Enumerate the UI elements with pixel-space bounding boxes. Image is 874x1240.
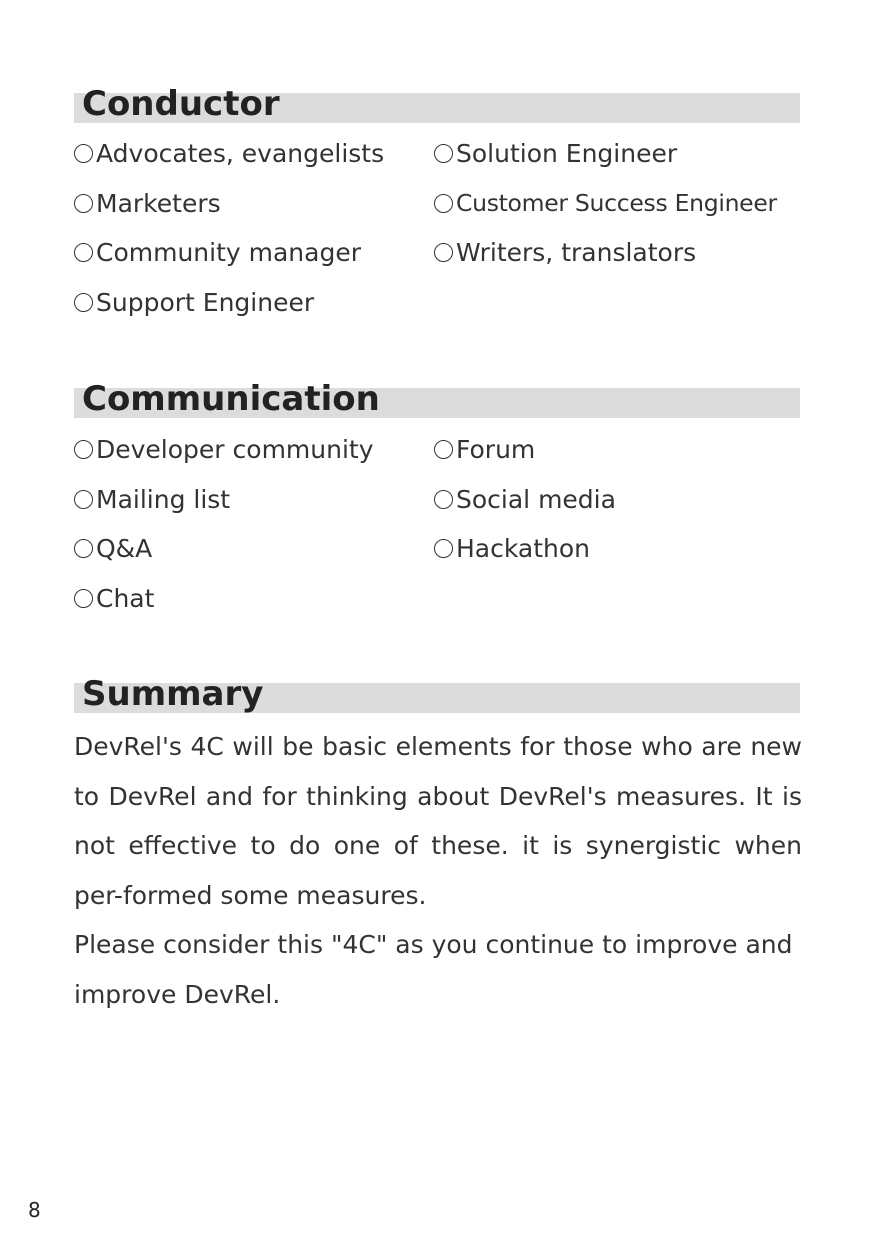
radio-circle-icon[interactable] [434, 490, 453, 509]
option-label: Community manager [96, 238, 362, 268]
option-label: Customer Success Engineer [456, 189, 777, 218]
radio-circle-icon[interactable] [74, 243, 93, 262]
list-item[interactable] [434, 425, 800, 475]
list-item[interactable] [434, 524, 800, 574]
page-number: 8 [28, 1198, 41, 1222]
communication-heading [74, 379, 800, 419]
list-item[interactable] [74, 475, 434, 525]
communication-title: Communication [82, 379, 380, 419]
option-label: Social media [456, 484, 616, 514]
list-item[interactable] [434, 475, 800, 525]
conductor-list [74, 129, 800, 327]
radio-circle-icon[interactable] [74, 194, 93, 213]
list-item[interactable] [434, 129, 800, 179]
summary-paragraph-2: Please consider this "4C" as you continue to improve and improve DevRel. [74, 930, 793, 1009]
radio-circle-icon[interactable] [74, 440, 93, 459]
option-label: Chat [96, 583, 155, 613]
option-label: Q&A [96, 534, 153, 564]
list-item[interactable] [74, 425, 434, 475]
conductor-title: Conductor [82, 84, 280, 124]
option-label: Solution Engineer [456, 139, 678, 169]
list-item[interactable] [74, 129, 434, 179]
radio-circle-icon[interactable] [74, 490, 93, 509]
option-label: Writers, translators [456, 238, 697, 268]
list-item[interactable] [434, 179, 800, 229]
list-item[interactable] [74, 524, 434, 574]
summary-heading [74, 674, 800, 714]
option-label: Mailing list [96, 484, 231, 514]
option-label: Developer community [96, 435, 374, 465]
option-label: Hackathon [456, 534, 591, 564]
list-item[interactable] [74, 179, 434, 229]
radio-circle-icon[interactable] [434, 194, 453, 213]
conductor-heading [74, 84, 800, 124]
radio-circle-icon[interactable] [434, 539, 453, 558]
list-item[interactable] [74, 228, 434, 278]
list-item[interactable] [74, 278, 434, 328]
option-label: Support Engineer [96, 287, 315, 317]
list-item[interactable] [74, 574, 434, 624]
summary-body [74, 722, 802, 1019]
communication-list [74, 425, 800, 623]
radio-circle-icon[interactable] [74, 293, 93, 312]
radio-circle-icon[interactable] [434, 144, 453, 163]
radio-circle-icon[interactable] [74, 589, 93, 608]
list-item[interactable] [434, 228, 800, 278]
summary-title: Summary [82, 674, 264, 714]
radio-circle-icon[interactable] [74, 144, 93, 163]
option-label: Forum [456, 435, 536, 465]
summary-paragraph-1: DevRel's 4C will be basic elements for those who are new to DevRel and for thinking about DevRel's measures. It is not effective to do one of these. it is synergistic when per-formed some measures. [74, 732, 802, 910]
radio-circle-icon[interactable] [434, 440, 453, 459]
option-label: Marketers [96, 188, 221, 218]
radio-circle-icon[interactable] [74, 539, 93, 558]
radio-circle-icon[interactable] [434, 243, 453, 262]
option-label: Advocates, evangelists [96, 139, 385, 169]
